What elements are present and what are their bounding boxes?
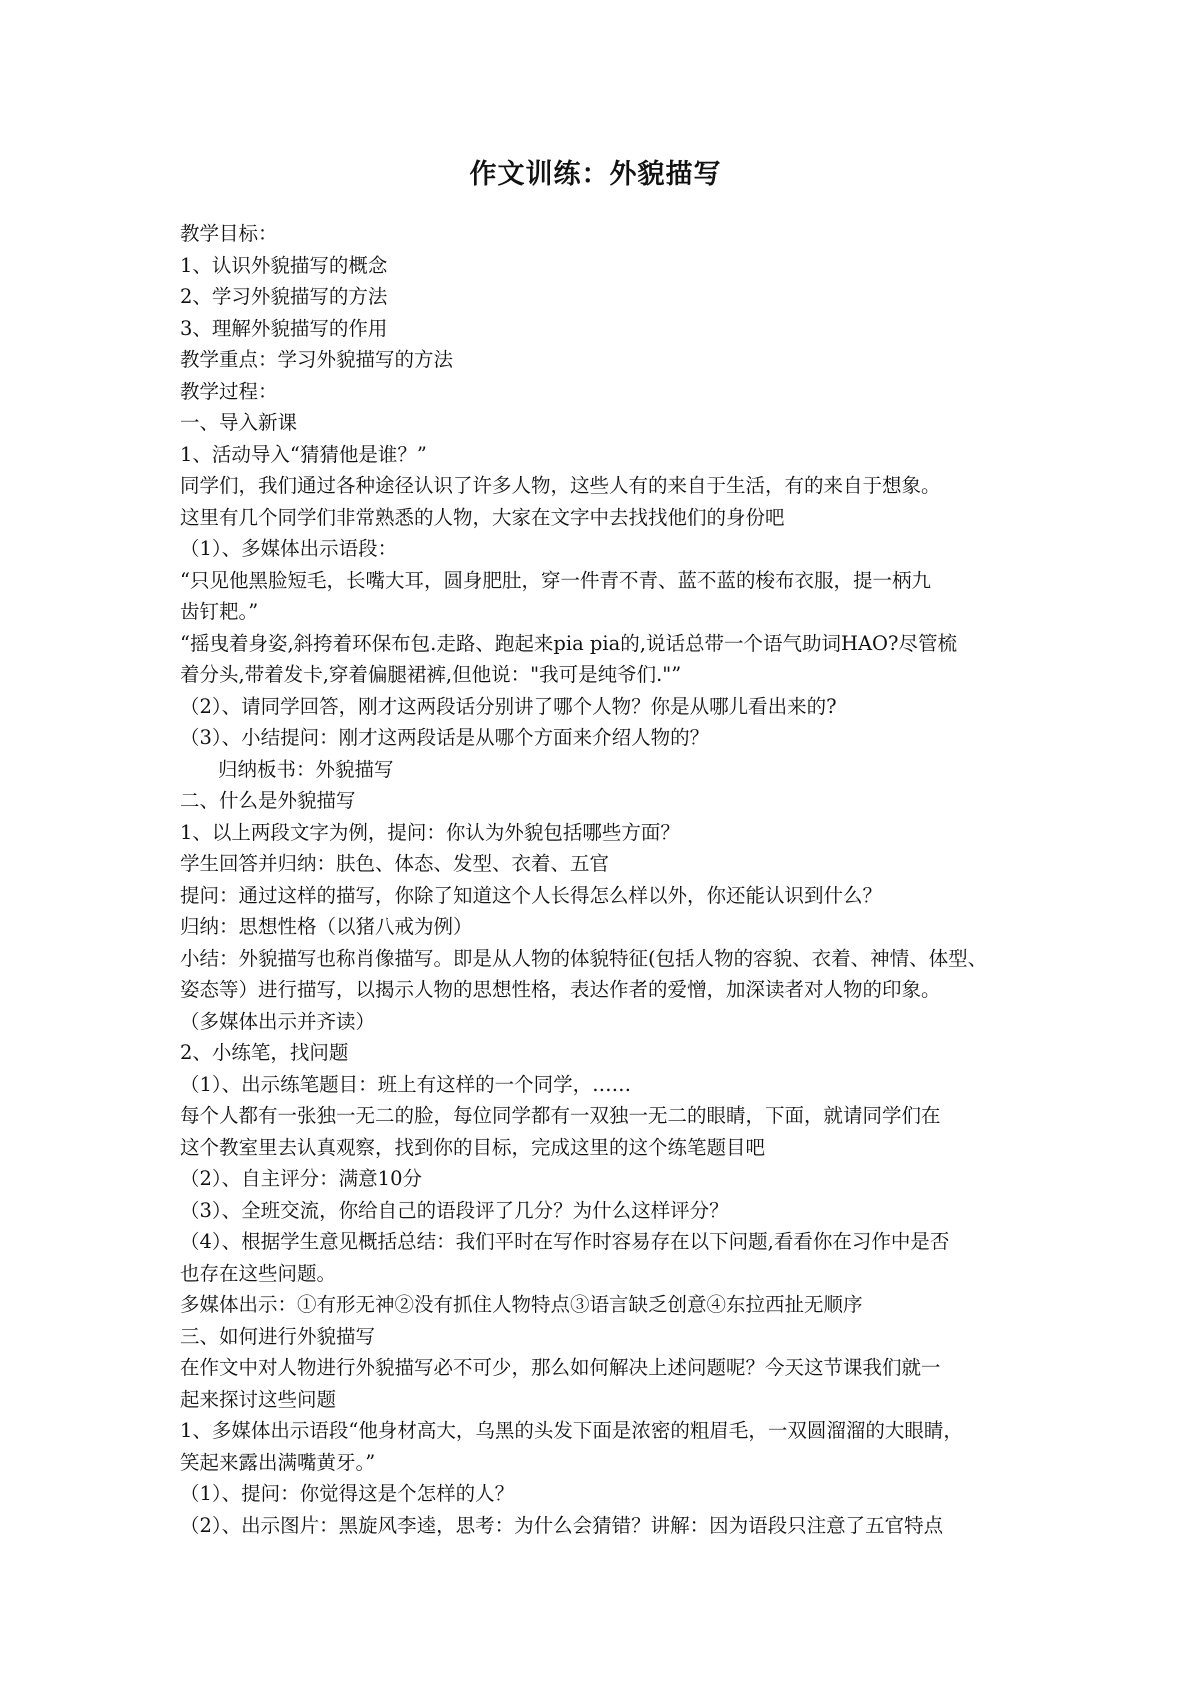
text-line: 1、多媒体出示语段“他身材高大，乌黑的头发下面是浓密的粗眉毛，一双圆溜溜的大眼睛，	[180, 1419, 963, 1442]
text-line: 也存在这些问题。	[180, 1261, 337, 1285]
text-line: 多媒体出示：①有形无神②没有抓住人物特点③语言缺乏创意④东拉西扯无顺序	[180, 1293, 863, 1316]
text-line: 1、以上两段文字为例，提问：你认为外貌包括哪些方面？	[180, 820, 680, 844]
text-line: 三、如何进行外貌描写	[180, 1324, 376, 1348]
document-body	[180, 218, 1015, 1541]
text-line: 在作文中对人物进行外貌描写必不可少，那么如何解决上述问题呢？今天这节课我们就一	[180, 1356, 941, 1379]
text-line: 2、学习外貌描写的方法	[180, 285, 388, 308]
text-line: 一、导入新课	[180, 411, 298, 434]
text-line: “只见他黑脸短毛，长嘴大耳，圆身肥肚，穿一件青不青、蓝不蓝的梭布衣服，提一柄九	[180, 568, 931, 592]
text-line: 小结：外貌描写也称肖像描写。即是从人物的体貌特征(包括人物的容貌、衣着、神情、体型、	[180, 946, 988, 970]
text-line: （1）、出示练笔题目：班上有这样的一个同学，……	[180, 1072, 632, 1096]
text-line: 3、理解外貌描写的作用	[180, 316, 388, 340]
text-line: （3）、小结提问：刚才这两段话是从哪个方面来介绍人物的？	[180, 726, 710, 749]
text-line: 1、认识外貌描写的概念	[180, 253, 388, 277]
text-line: 教学目标：	[180, 222, 278, 245]
text-line: 这个教室里去认真观察，找到你的目标，完成这里的这个练笔题目吧	[180, 1135, 766, 1159]
text-line: 学生回答并归纳：肤色、体态、发型、衣着、五官	[180, 852, 610, 875]
text-line: （1）、多媒体出示语段：	[180, 537, 398, 560]
text-line: 二、什么是外貌描写	[180, 789, 356, 812]
text-line: 笑起来露出满嘴黄牙。”	[180, 1450, 376, 1474]
text-line: 姿态等）进行描写，以揭示人物的思想性格，表达作者的爱憎，加深读者对人物的印象。	[180, 978, 941, 1001]
text-line: （多媒体出示并齐读）	[180, 1009, 376, 1033]
text-line: 着分头,带着发卡,穿着偏腿裙裤,但他说："我可是纯爷们."”	[180, 663, 682, 686]
text-line: 教学重点：学习外貌描写的方法	[180, 348, 454, 371]
text-line: （3）、全班交流，你给自己的语段评了几分？为什么这样评分？	[180, 1198, 729, 1222]
text-line: （2）、请同学回答，刚才这两段话分别讲了哪个人物？你是从哪儿看出来的?	[180, 694, 837, 718]
text-line: 每个人都有一张独一无二的脸，每位同学都有一双独一无二的眼睛，下面，就请同学们在	[180, 1104, 941, 1127]
text-line: “摇曳着身姿,斜挎着环保布包.走路、跑起来pia pia的,说话总带一个语气助词HAO?尽管梳	[180, 631, 957, 655]
text-line: （2）、自主评分：满意10分	[180, 1167, 422, 1190]
text-line: 这里有几个同学们非常熟悉的人物，大家在文字中去找找他们的身份吧	[180, 505, 785, 529]
text-line: 提问：通过这样的描写，你除了知道这个人长得怎么样以外，你还能认识到什么？	[180, 883, 883, 907]
text-line: （2）、出示图片：黑旋风李逵，思考：为什么会猜错？讲解：因为语段只注意了五官特点	[180, 1513, 944, 1537]
text-line: （4）、根据学生意见概括总结：我们平时在写作时容易存在以下问题,看看你在习作中是否	[180, 1230, 950, 1253]
text-line: 2、小练笔，找问题	[180, 1041, 349, 1064]
text-line: 1、活动导入“猜猜他是谁？”	[180, 442, 427, 466]
text-line: 齿钉耙。”	[180, 600, 259, 623]
text-line: 同学们，我们通过各种途径认识了许多人物，这些人有的来自于生活，有的来自于想象。	[180, 474, 941, 497]
text-line: （1）、提问：你觉得这是个怎样的人？	[180, 1482, 515, 1505]
text-line: 归纳板书：外貌描写	[218, 757, 394, 781]
text-line: 归纳：思想性格（以猪八戒为例）	[180, 915, 473, 938]
document-title: 作文训练：外貌描写	[469, 159, 722, 190]
text-line: 起来探讨这些问题	[180, 1387, 337, 1411]
text-line: 教学过程：	[180, 379, 278, 403]
